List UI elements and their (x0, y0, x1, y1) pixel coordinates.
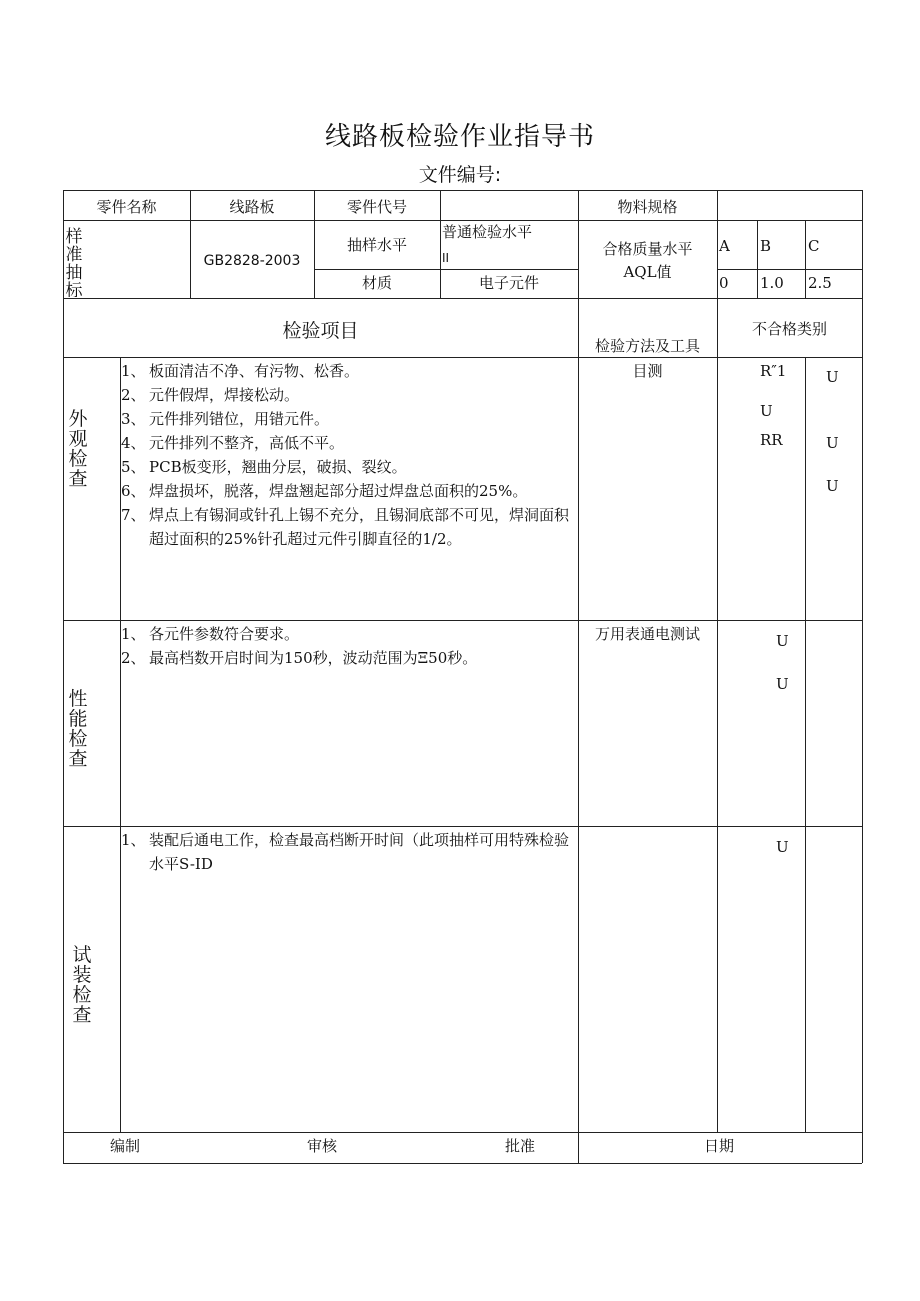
appearance-item: 2、 元件假焊，焊接松动。 (121, 386, 300, 404)
part-code-label: 零件代号 (346, 198, 407, 216)
inspection-items-header: 检验项目 (282, 320, 359, 342)
performance-method: 万用表通电测试 (594, 625, 700, 643)
material-label: 材质 (361, 274, 392, 292)
performance-mark-b: U (776, 632, 789, 650)
appearance-item: 5、 PCB板变形，翘曲分层，破损、裂纹。 (121, 458, 407, 476)
appearance-mark-c: U (826, 477, 839, 495)
appearance-mark-b: U (760, 402, 773, 420)
document-number-label: 文件编号: (418, 164, 502, 186)
aql-c-value: 2.5 (808, 274, 832, 292)
section-appearance-label: 外观检查 (68, 408, 88, 490)
appearance-mark-b: RR (760, 431, 783, 449)
trial-assembly-item-list (121, 828, 577, 876)
aql-b-value: 1.0 (760, 274, 784, 292)
performance-item: 2、 最高档数开启时间为150秒，波动范围为Ξ50秒。 (121, 649, 478, 667)
performance-item: 1、 各元件参数符合要求。 (121, 625, 300, 643)
sampling-level-value: 普通检验水平 (442, 223, 533, 241)
reviewed-by-label: 审核 (307, 1137, 338, 1155)
sampling-standard-value: GB2828-2003 (203, 253, 301, 269)
sampling-level-roman: II (442, 251, 450, 265)
aql-label: 合格质量水平 (602, 240, 693, 258)
appearance-method: 目测 (632, 362, 663, 380)
part-name-label: 零件名称 (96, 198, 157, 216)
class-c-label: C (808, 237, 820, 255)
compiled-by-label: 编制 (110, 1137, 141, 1155)
class-b-label: B (760, 237, 772, 255)
material-spec-label: 物料规格 (617, 198, 678, 216)
aql-label-abbr: AQL值 (623, 263, 672, 281)
part-name-value: 线路板 (229, 198, 275, 216)
aql-a-value: 0 (719, 274, 729, 292)
inspection-method-header: 检验方法及工具 (594, 337, 700, 355)
appearance-item: 7、 焊点上有锡洞或针孔上锡不充分，且锡洞底部不可见，焊洞面积超过面积的25%针孔超过元件引脚直径的1/2。 (121, 506, 570, 548)
date-label: 日期 (704, 1137, 735, 1155)
sampling-level-label: 抽样水平 (346, 236, 407, 254)
appearance-item-list (121, 359, 573, 551)
appearance-item: 4、 元件排列不整齐，高低不平。 (121, 434, 345, 452)
document-title: 线路板检验作业指导书 (324, 122, 595, 152)
performance-mark-b: U (776, 675, 789, 693)
appearance-mark-c: U (826, 434, 839, 452)
section-performance-label: 性能检查 (68, 688, 88, 770)
trial-assembly-mark-b: U (776, 838, 789, 856)
material-value: 电子元件 (478, 274, 539, 292)
appearance-item: 3、 元件排列错位，用错元件。 (121, 410, 330, 428)
sampling-standard-label: 样准抽标 (65, 227, 83, 297)
appearance-item: 1、 板面清洁不净、有污物、松香。 (121, 362, 360, 380)
trial-assembly-item: 1、 装配后通电工作，检查最高档断开时间（此项抽样可用特殊检验水平S-ID (121, 831, 570, 873)
approved-by-label: 批准 (505, 1137, 536, 1155)
appearance-mark-b: R″1 (760, 362, 787, 380)
class-a-label: A (719, 237, 730, 255)
performance-item-list (121, 622, 573, 670)
appearance-mark-c: U (826, 368, 839, 386)
section-trial-assembly-label: 试装检查 (72, 944, 92, 1026)
defect-class-header: 不合格类别 (751, 320, 827, 338)
appearance-item: 6、 焊盘损坏，脱落，焊盘翘起部分超过焊盘总面积的25%。 (121, 482, 528, 500)
